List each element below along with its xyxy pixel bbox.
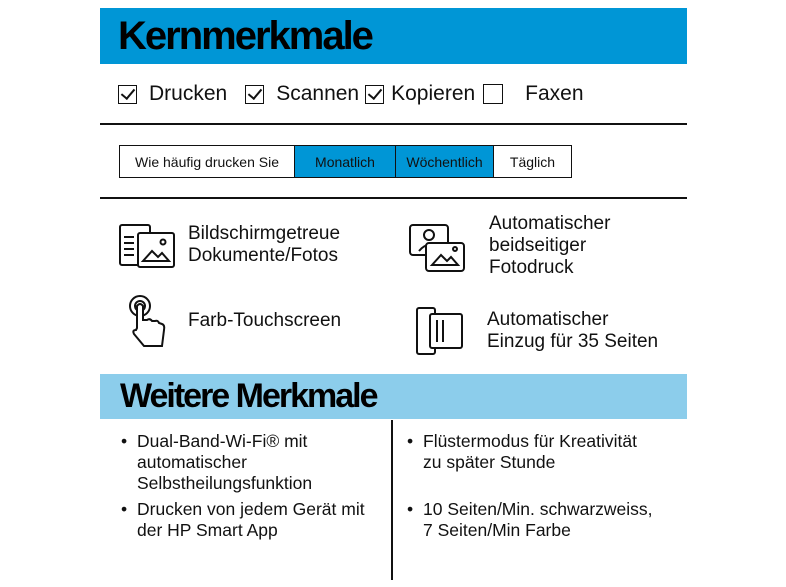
touch-hand-icon: [124, 294, 168, 348]
document-feeder-icon: [414, 306, 466, 356]
print-frequency-selector: [119, 145, 572, 178]
documents-photo-icon: [118, 221, 176, 269]
capability-print: [118, 82, 227, 106]
divider-line: [100, 123, 687, 125]
capability-checklist: [118, 82, 584, 106]
capability-fax: [483, 82, 583, 106]
frequency-option-daily: Täglich: [509, 153, 556, 170]
feature-touchscreen: [124, 294, 341, 348]
feature-auto-duplex: [408, 213, 610, 279]
capability-fax-label: Faxen: [525, 82, 584, 105]
checkbox-fax: [483, 84, 503, 104]
feature-true-to-screen-label: Bildschirmgetreue Dokumente/Fotos: [188, 223, 341, 266]
feature-document-feeder-label: Automatischer Einzug für 35 Seiten: [487, 309, 659, 352]
capability-copy-label: Kopieren: [391, 82, 476, 105]
checkbox-copy: [365, 85, 384, 104]
checkbox-scan: [245, 85, 264, 104]
checkbox-print: [118, 85, 137, 104]
column-divider: [391, 420, 393, 580]
capability-print-label: Drucken: [149, 82, 228, 105]
frequency-option-weekly: Wöchentlich: [396, 146, 494, 177]
bullet-hp-smart-app: • Drucken von jedem Gerät mit der HP Smart App: [121, 499, 365, 541]
bullet-wifi: • Dual-Band-Wi-Fi® mit automatischer Selbstheilungsfunktion: [121, 431, 312, 494]
more-features-title: Weitere Merkmale: [120, 377, 377, 415]
capability-copy: [365, 82, 475, 106]
duplex-photo-icon: [408, 217, 468, 275]
capability-scan-label: Scannen: [276, 82, 360, 105]
feature-true-to-screen: [118, 221, 340, 269]
bullet-quiet-mode: • Flüstermodus für Kreativität zu später Stunde: [407, 431, 637, 473]
core-features-header: [100, 8, 687, 64]
more-features-header: [100, 374, 687, 419]
divider-line: [100, 197, 687, 199]
frequency-option-monthly: Monatlich: [295, 146, 396, 177]
bullet-print-speed: • 10 Seiten/Min. schwarzweiss, 7 Seiten/Min Farbe: [407, 499, 653, 541]
feature-document-feeder: [414, 306, 658, 356]
capability-scan: [245, 82, 359, 106]
core-features-title: Kernmerkmale: [118, 13, 372, 58]
feature-touchscreen-label: Farb-Touchscreen: [188, 310, 342, 331]
feature-auto-duplex-label: Automatischer beidseitiger Fotodruck: [489, 213, 611, 278]
frequency-question: Wie häufig drucken Sie: [120, 146, 295, 177]
